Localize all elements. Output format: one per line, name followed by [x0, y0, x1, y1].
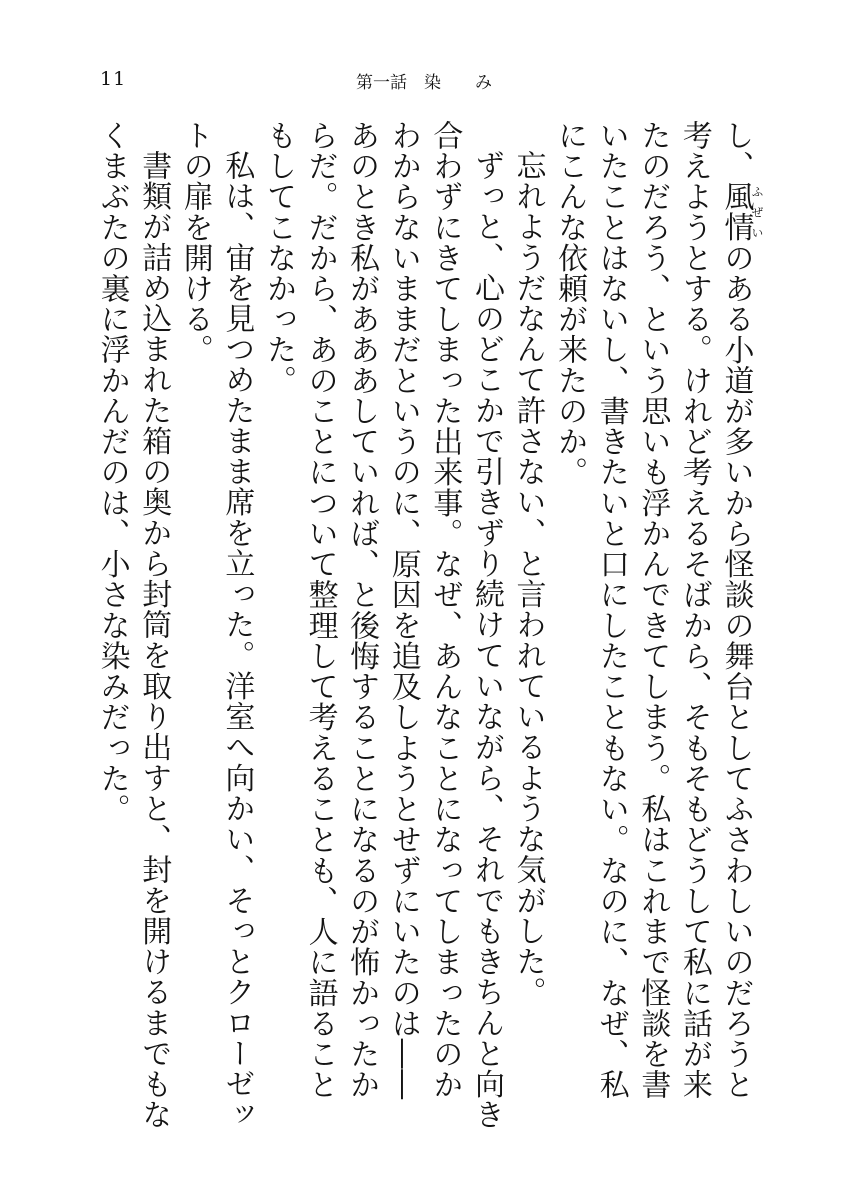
paragraph-1 — [549, 120, 763, 1130]
furigana-reading: ふぜい — [750, 181, 764, 243]
body-text — [91, 120, 763, 1130]
furigana-base: 風情 — [718, 181, 754, 243]
page-number: 11 — [100, 68, 127, 90]
paragraph-2: 忘れようだなんて許さない、と言われているような気がした。 — [510, 150, 546, 1008]
running-header: 第一話 染 み — [356, 73, 492, 93]
paragraph-1-start: し、 — [718, 120, 754, 182]
paragraph-1-rest: のある小道が多いから怪談の舞台としてふさわしいのだろうと考えようとする。けれど考えるそばから、そもそもどうして私に話が来たのだろう、という思いも浮かんできてしまう。私はこれまで怪談を書いたことはないし、書きたいと口にしたこともない。なのに、なぜ、私にこんな依頼が来たのか。 — [552, 120, 754, 1100]
furigana-word — [718, 181, 764, 243]
paragraph-3: ずっと、心のどこかで引きずり続けていながら、それでもきちんと向き合わずにきてしまった出来事。なぜ、あんなことになってしまったのかわからないままだというのに、原因を追及しようとせずにいたのは――あのとき私があああしていれば、と後悔することになるのが怖かったからだ。だから、あのことについて整理して考えることも、人に語ることもしてこなかった。 — [260, 120, 504, 1130]
paragraph-4: 私は、宙を見つめたまま席を立った。洋室へ向かい、そっとクローゼットの扉を開ける。 — [177, 120, 255, 1130]
paragraph-5: 書類が詰め込まれた箱の奥から封筒を取り出すと、封を開けるまでもなくまぶたの裏に浮かんだのは、小さな染みだった。 — [94, 120, 172, 1130]
